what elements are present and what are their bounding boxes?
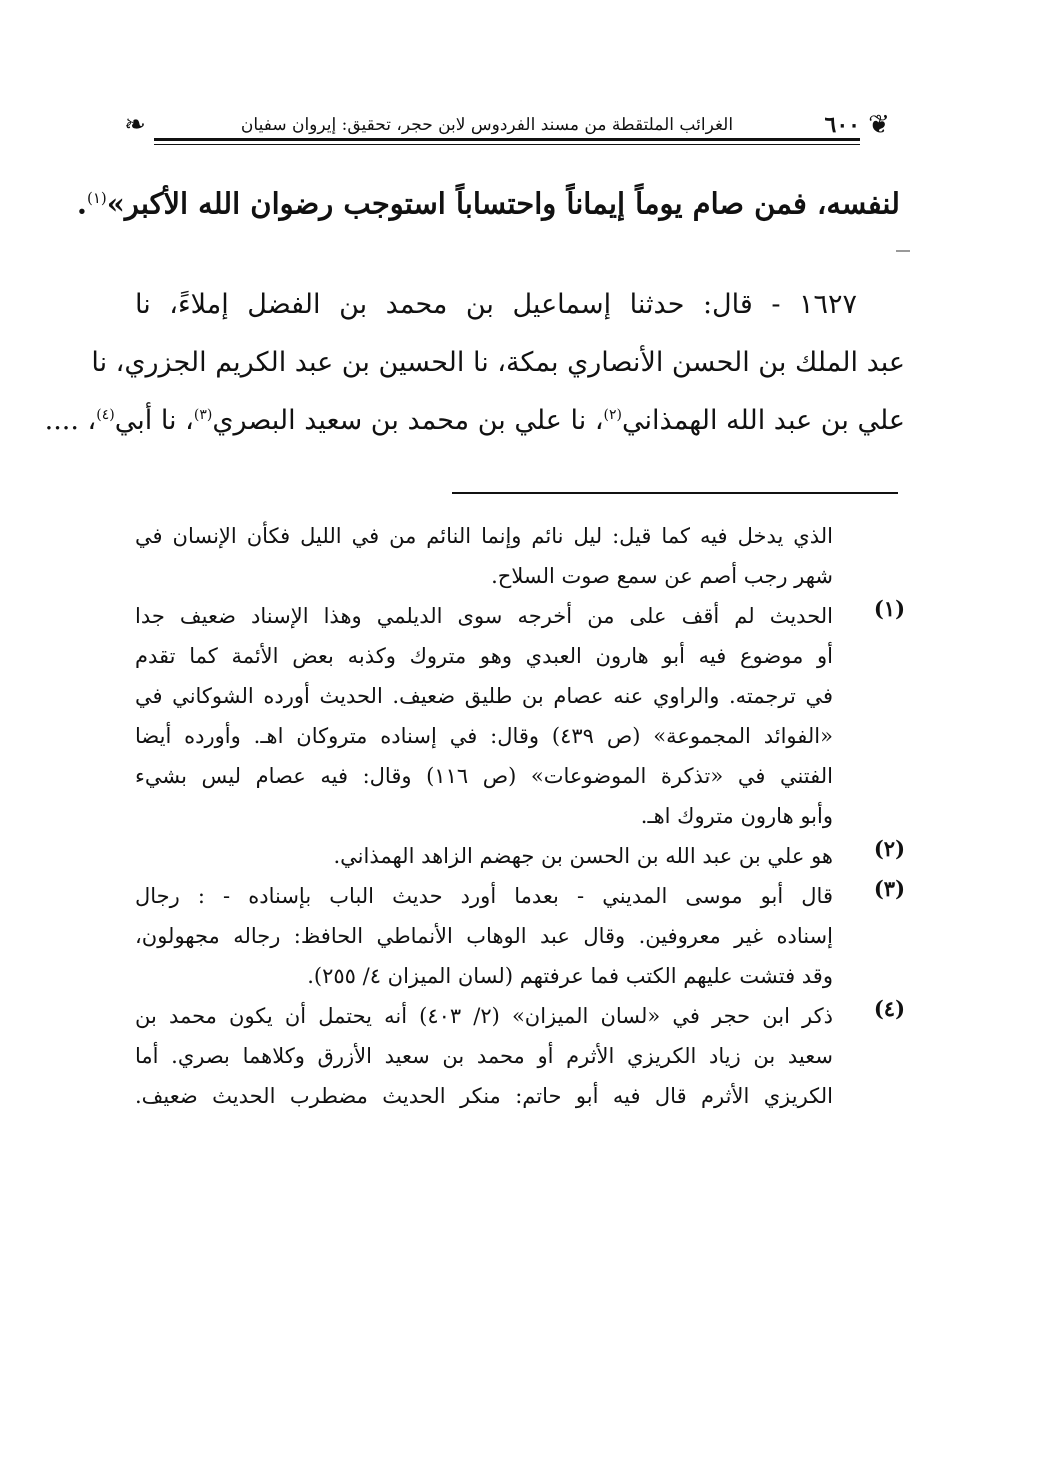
- hadith-ending-text: لنفسه، فمن صام يوماً إيماناً واحتساباً استوجب رضوان الله الأكبر»: [106, 186, 900, 221]
- footnote-line: وقد فتشت عليهم الكتب فما عرفتهم (لسان الميزان ٤/ ٢٥٥).: [307, 964, 833, 988]
- footnote-line: الذي يدخل فيه كما قيل: ليل نائم وإنما النائم من في الليل فكأن الإنسان في: [135, 524, 833, 548]
- footnote-line: الحديث لم أقف على من أخرجه سوى الديلمي وهذا الإسناد ضعيف جدا: [135, 604, 833, 628]
- footnote-ref: (٣): [193, 407, 213, 423]
- footnote-number: (١): [873, 596, 905, 621]
- isnad-line: عبد الملك بن الحسن الأنصاري بمكة، نا الحسين بن عبد الكريم الجزري، نا: [91, 347, 905, 378]
- footnote-4: [135, 996, 905, 1116]
- hadith-ending-line: [76, 176, 900, 226]
- footnote-1: [135, 596, 905, 836]
- header-rule: [154, 138, 860, 141]
- footnote-line: شهر رجب أصم عن سمع صوت السلاح.: [491, 564, 833, 588]
- margin-mark: [896, 250, 910, 252]
- footnote-line: قال أبو موسى المديني - بعدما أورد حديث الباب بإسناده - : رجال: [135, 884, 833, 908]
- footnote-line: «الفوائد المجموعة» (ص ٤٣٩) وقال: في إسناده متروكان اهـ. وأورده أيضا: [135, 724, 833, 748]
- isnad-text: ، ....: [44, 405, 97, 436]
- footnote-3: [135, 876, 905, 996]
- footnote-2: [135, 836, 905, 876]
- footnote-ref: (٢): [603, 407, 622, 423]
- isnad-text: ، نا أبي: [114, 405, 194, 436]
- footnote-separator: [452, 492, 898, 494]
- page-number: ٦٠٠: [824, 112, 860, 138]
- isnad-line: [44, 392, 905, 450]
- floral-ornament-icon: ❦: [868, 110, 890, 140]
- footnote-line: ذكر ابن حجر في «لسان الميزان» (٢/ ٤٠٣) أنه يحتمل أن يكون محمد بن: [135, 1004, 833, 1028]
- footnote-number: (٣): [873, 876, 905, 901]
- header-rule-thin: [154, 144, 860, 145]
- footnote-line: أو موضوع فيه أبو هارون العبدي وهو متروك وكذبه بعض الأئمة كما تقدم: [135, 644, 833, 668]
- footnote-number: (٢): [873, 836, 905, 861]
- footnote-line: سعيد بن زياد الكريزي الأثرم أو محمد بن سعيد الأزرق وكلاهما بصري. أما: [135, 1044, 833, 1068]
- footnote-line: الكريزي الأثرم قال فيه أبو حاتم: منكر الحديث مضطرب الحديث ضعيف.: [135, 1084, 833, 1108]
- footnote-ref: (٤): [96, 407, 115, 423]
- footnote-line: في ترجمته. والراوي عنه عصام بن طليق ضعيف. الحديث أورده الشوكاني في: [135, 684, 833, 708]
- isnad-line: ١٦٢٧ - قال: حدثنا إسماعيل بن محمد بن الفضل إملاءً، نا: [135, 289, 857, 320]
- footnote-line: هو علي بن عبد الله بن الحسن بن جهضم الزاهد الهمذاني.: [333, 844, 833, 868]
- isnad-text: ، نا علي بن محمد بن سعيد البصري: [212, 405, 604, 436]
- footnote-continuation: [135, 516, 905, 596]
- hadith-isnad: [44, 276, 905, 450]
- isnad-text: علي بن عبد الله الهمذاني: [622, 405, 905, 436]
- footnote-line: إسناده غير معروفين. وقال عبد الوهاب الأنماطي الحافظ: رجاله مجهولون،: [135, 924, 833, 948]
- book-title: الغرائب الملتقطة من مسند الفردوس لابن حجر، تحقيق: إيروان سفيان: [240, 115, 734, 135]
- running-header: [118, 102, 896, 148]
- hadith-ending-period: .: [76, 186, 87, 221]
- footnote-line: وأبو هارون متروك اهـ.: [640, 804, 833, 828]
- footnote-number: (٤): [873, 996, 905, 1021]
- footnotes: [135, 516, 905, 1116]
- floral-ornament-icon: ❧: [124, 110, 146, 140]
- footnote-line: الفتني في «تذكرة الموضوعات» (ص ١١٦) وقال: فيه عصام ليس بشيء: [135, 764, 833, 788]
- footnote-ref: (١): [87, 189, 107, 207]
